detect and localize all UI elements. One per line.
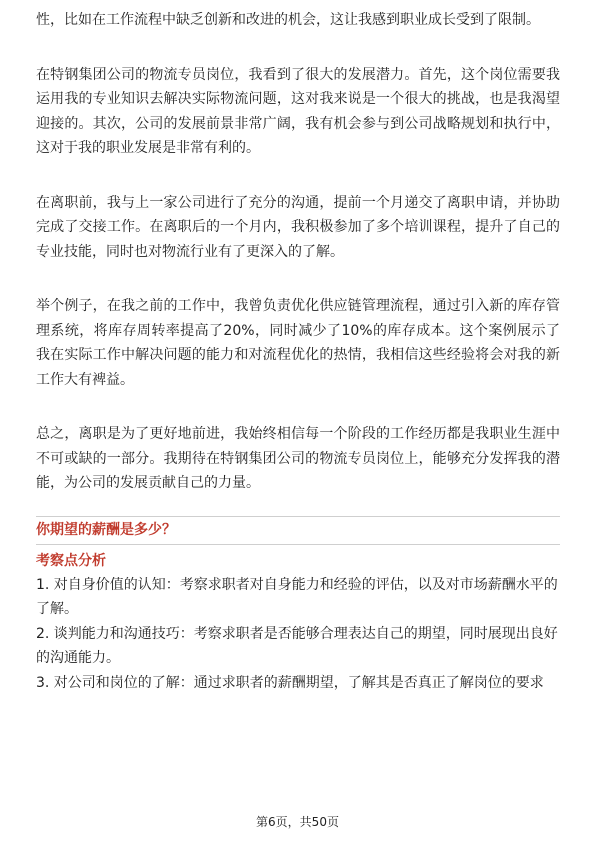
list-item: 1. 对自身价值的认知：考察求职者对自身能力和经验的评估，以及对市场薪酬水平的了解。 [36, 576, 558, 617]
page-footer: 第6页，共50页 [256, 815, 339, 829]
list-item: 3. 对公司和岗位的了解：通过求职者的薪酬期望，了解其是否真正了解岗位的要求 [36, 674, 544, 691]
question-heading: 你期望的薪酬是多少？ [36, 516, 560, 545]
paragraph: 性，比如在工作流程中缺乏创新和改进的机会，这让我感到职业成长受到了限制。 [36, 12, 540, 28]
paragraph: 在离职前，我与上一家公司进行了充分的沟通，提前一个月递交了离职申请，并协助完成了交接工作。在离职后的一个月内，我积极参加了多个培训课程，提升了自己的专业技能，同时也对物流行业有了更深入的了解。 [36, 194, 560, 260]
page-content [36, 8, 560, 695]
paragraph: 在特钢集团公司的物流专员岗位，我看到了很大的发展潜力。首先，这个岗位需要我运用我的专业知识去解决实际物流问题，这对我来说是一个很大的挑战，也是我渴望迎接的。其次，公司的发展前景非常广阔，我有机会参与到公司战略规划和执行中，这对于我的职业发展是非常有利的。 [36, 66, 560, 156]
paragraph: 总之，离职是为了更好地前进，我始终相信每一个阶段的工作经历都是我职业生涯中不可或缺的一部分。我期待在特钢集团公司的物流专员岗位上，能够充分发挥我的潜能，为公司的发展贡献自己的力量。 [36, 426, 560, 491]
analysis-heading: 考察点分析 [36, 552, 106, 569]
list-item: 2. 谈判能力和沟通技巧：考察求职者是否能够合理表达自己的期望，同时展现出良好的沟通能力。 [36, 625, 558, 666]
paragraph: 举个例子，在我之前的工作中，我曾负责优化供应链管理流程，通过引入新的库存管理系统，将库存周转率提高了20%，同时减少了10%的库存成本。这个案例展示了我在实际工作中解决问题的能力和对流程优化的热情，我相信这些经验将会对我的新工作大有裨益。 [36, 298, 560, 388]
